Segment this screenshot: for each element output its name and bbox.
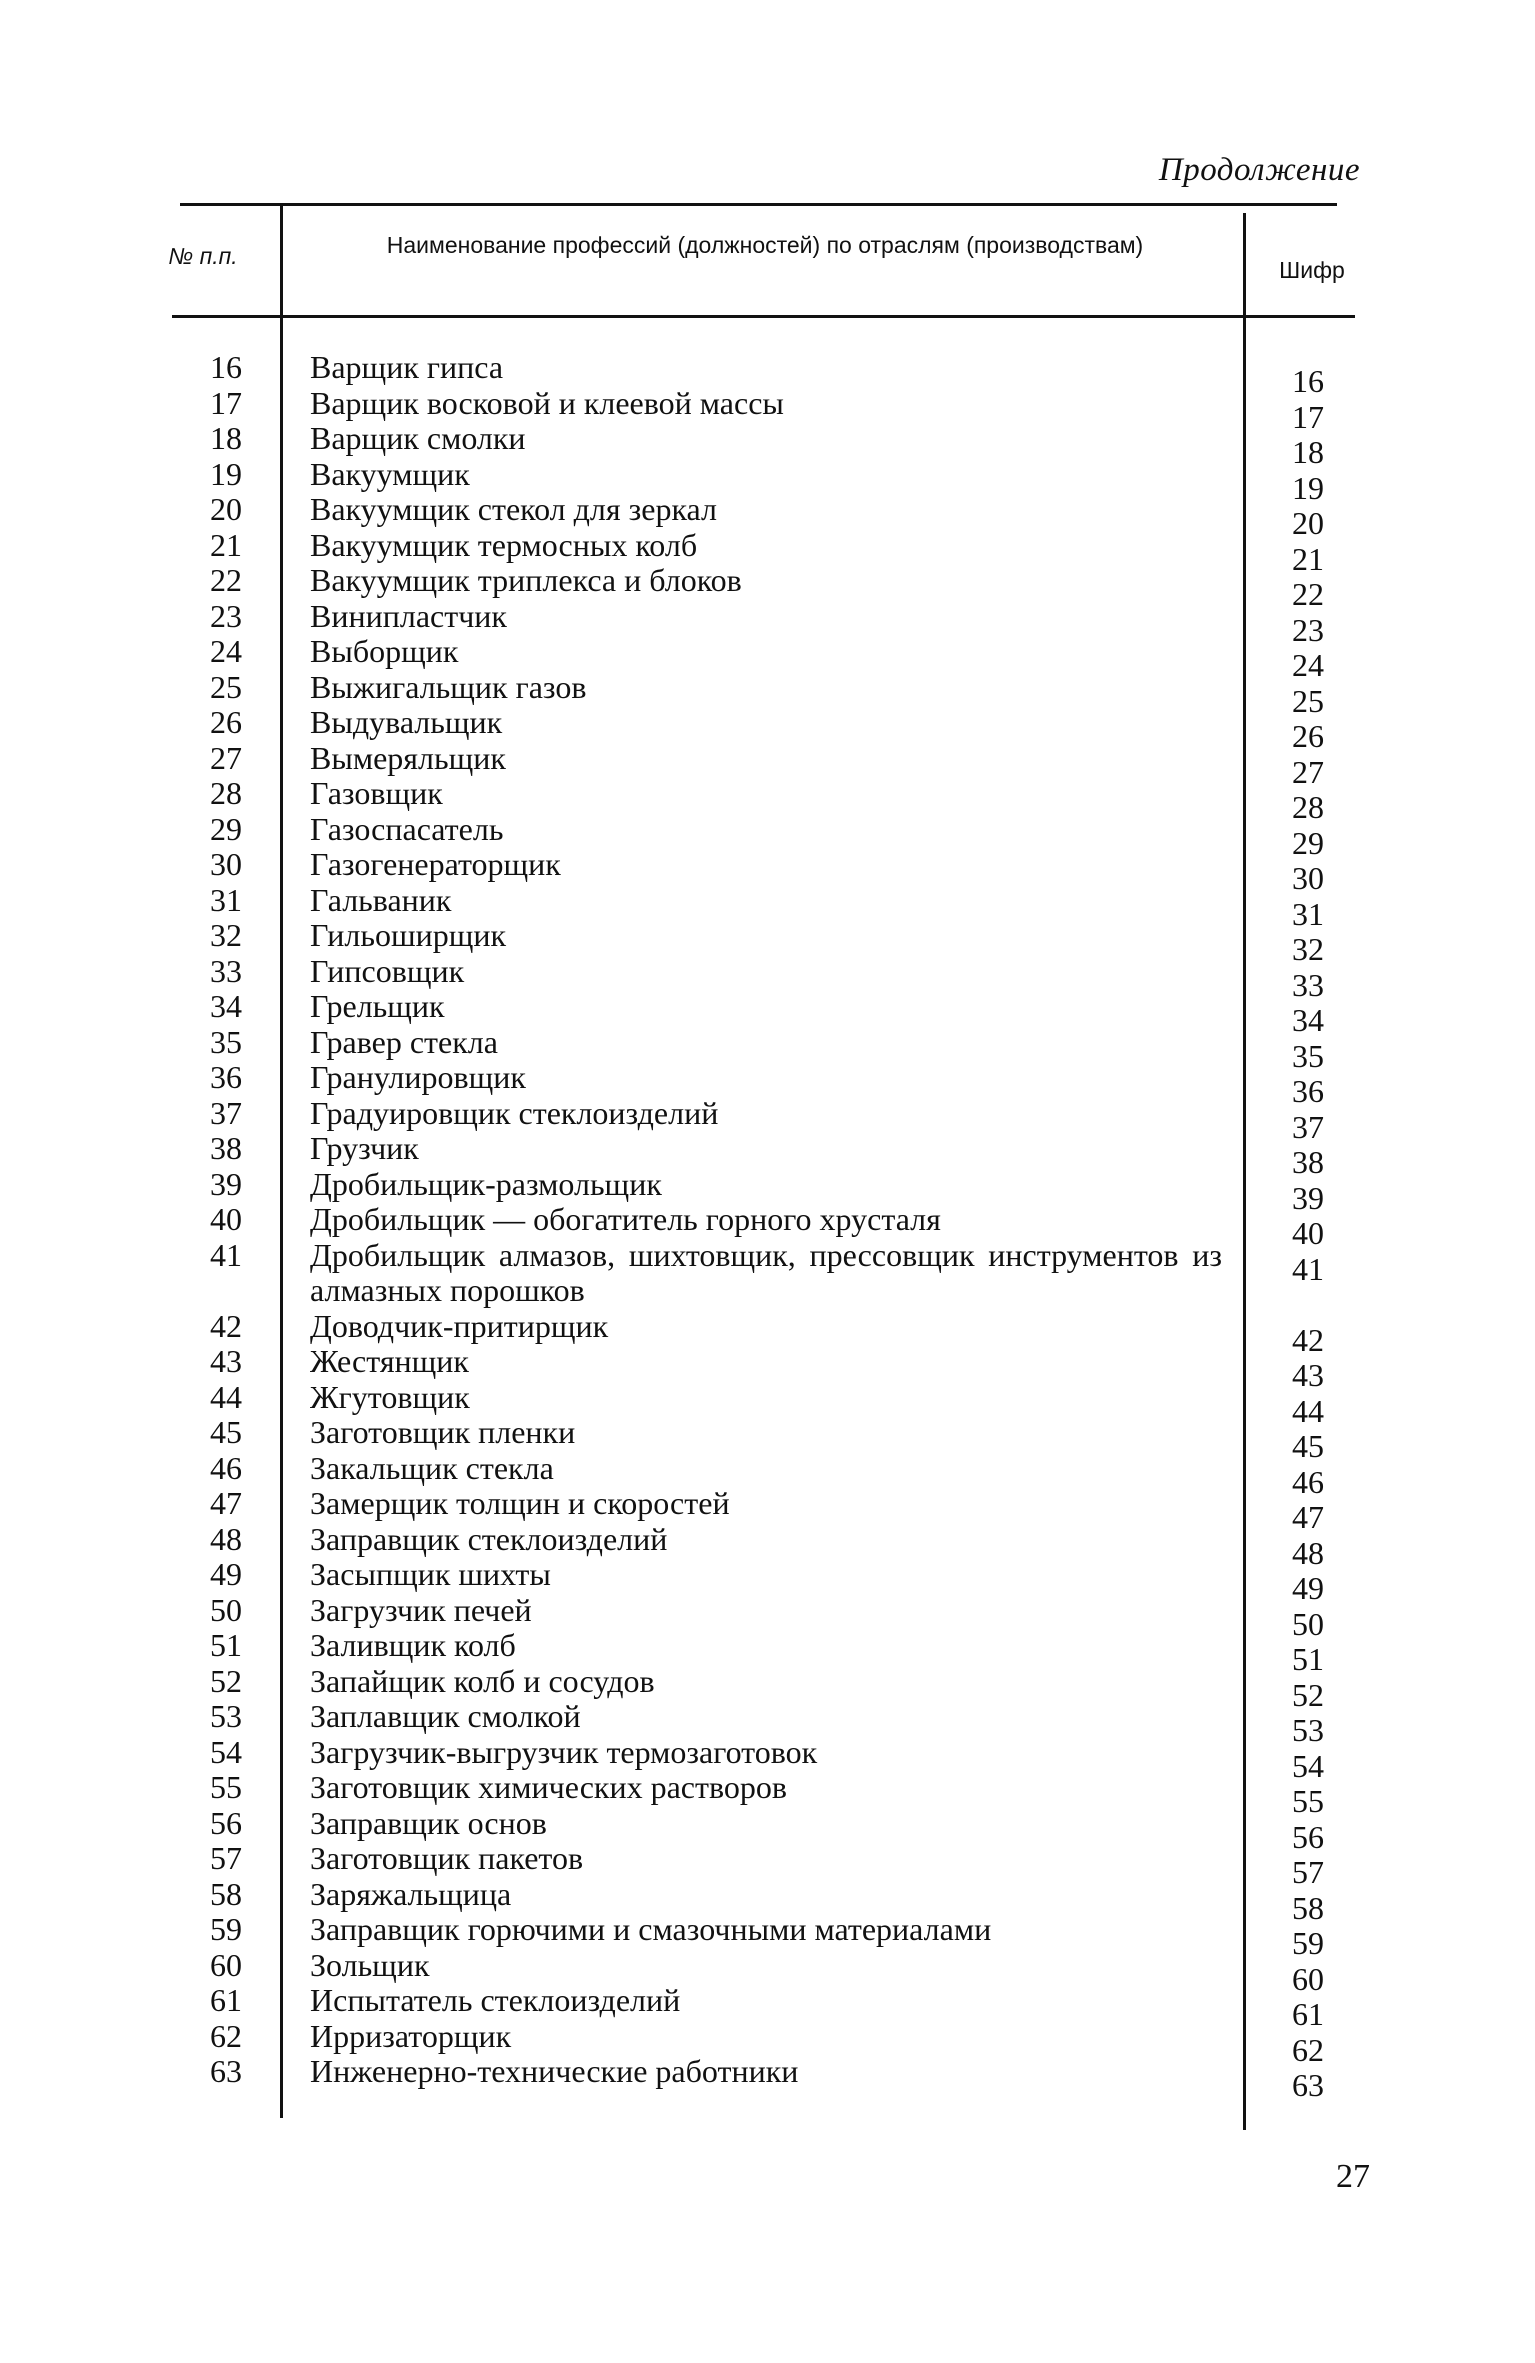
row-code: 20 bbox=[1292, 505, 1324, 541]
row-code: 37 bbox=[1292, 1108, 1324, 1145]
table-row bbox=[0, 562, 1535, 612]
row-number: 58 bbox=[210, 1875, 242, 1912]
table-row bbox=[0, 917, 1535, 967]
row-code: 57 bbox=[1292, 1854, 1324, 1890]
row-profession-name: Дробильщик — обогатитель горного хрусталя bbox=[310, 1201, 941, 1237]
table-row bbox=[0, 704, 1535, 754]
table-row bbox=[0, 1911, 1535, 1961]
table-row bbox=[0, 1485, 1535, 1535]
row-code: 42 bbox=[1292, 1321, 1324, 1358]
table-row bbox=[0, 1414, 1535, 1464]
header-profession-name: Наименование профессий (должностей) по отраслям (производствам) bbox=[386, 232, 1144, 258]
table-row bbox=[0, 1946, 1535, 1997]
row-profession-name: Жестянщик bbox=[310, 1343, 469, 1379]
row-code: 53 bbox=[1292, 1712, 1324, 1748]
table-row bbox=[0, 1238, 1535, 1309]
row-code: 46 bbox=[1292, 1463, 1324, 1500]
row-profession-name: Загрузчик-выгрузчик термозаготовок bbox=[310, 1733, 818, 1770]
row-number: 36 bbox=[210, 1059, 242, 1095]
profession-table-body bbox=[0, 349, 1535, 2103]
row-code: 23 bbox=[1292, 611, 1324, 648]
row-number: 32 bbox=[210, 917, 242, 953]
row-code: 47 bbox=[1292, 1499, 1324, 1535]
row-profession-name: Ирризаторщик bbox=[310, 2017, 512, 2054]
table-row bbox=[0, 1875, 1535, 1926]
table-row bbox=[0, 1059, 1535, 1109]
row-code: 55 bbox=[1292, 1783, 1324, 1819]
row-profession-name: Варщик гипса bbox=[310, 349, 504, 385]
row-number: 62 bbox=[210, 2017, 242, 2054]
table-row bbox=[0, 2017, 1535, 2068]
row-code: 54 bbox=[1292, 1747, 1324, 1784]
row-profession-name: Испытатель стеклоизделий bbox=[310, 1982, 681, 2018]
header-bottom-rule bbox=[172, 315, 1355, 318]
row-profession-name: Заправщик стеклоизделий bbox=[310, 1520, 668, 1557]
row-profession-name: Вакуумщик триплекса и блоков bbox=[310, 562, 742, 598]
row-number: 21 bbox=[210, 526, 242, 563]
row-profession-name: Запайщик колб и сосудов bbox=[310, 1662, 655, 1699]
row-number: 54 bbox=[210, 1733, 242, 1770]
row-profession-name: Вакуумщик термосных колб bbox=[310, 526, 698, 563]
row-profession-name: Инженерно-технические работники bbox=[310, 2053, 799, 2089]
row-profession-name: Заливщик колб bbox=[310, 1627, 516, 1663]
row-number: 47 bbox=[210, 1485, 242, 1521]
row-profession-name: Гравер стекла bbox=[310, 1023, 498, 1060]
row-code: 60 bbox=[1292, 1960, 1324, 1997]
row-code: 61 bbox=[1292, 1996, 1324, 2032]
row-code: 41 bbox=[1292, 1250, 1324, 1287]
table-row bbox=[0, 597, 1535, 648]
row-number: 25 bbox=[210, 668, 242, 705]
table-row bbox=[0, 1591, 1535, 1642]
row-code: 26 bbox=[1292, 718, 1324, 754]
row-code: 44 bbox=[1292, 1392, 1324, 1429]
row-code: 19 bbox=[1292, 469, 1324, 506]
row-code: 58 bbox=[1292, 1889, 1324, 1926]
row-number: 18 bbox=[210, 420, 242, 456]
table-row bbox=[0, 668, 1535, 719]
table-row bbox=[0, 1378, 1535, 1429]
table-row bbox=[0, 952, 1535, 1003]
row-number: 63 bbox=[210, 2053, 242, 2089]
row-profession-name: Дробильщик алмазов, шихтовщик, прессовщик инструментов из алмазных порошков bbox=[310, 1236, 1222, 1308]
row-code: 59 bbox=[1292, 1925, 1324, 1961]
row-number: 17 bbox=[210, 384, 242, 421]
table-row bbox=[0, 349, 1535, 399]
header-number: № п.п. bbox=[168, 243, 238, 269]
row-profession-name: Варщик восковой и клеевой массы bbox=[310, 384, 784, 421]
row-number: 39 bbox=[210, 1165, 242, 1202]
row-profession-name: Заряжальщица bbox=[310, 1875, 512, 1912]
table-row bbox=[0, 1201, 1535, 1251]
table-row bbox=[0, 2053, 1535, 2103]
table-row bbox=[0, 1769, 1535, 1819]
row-number: 52 bbox=[210, 1662, 242, 1699]
table-row bbox=[0, 1662, 1535, 1713]
table-row bbox=[0, 1343, 1535, 1393]
row-code: 21 bbox=[1292, 540, 1324, 577]
row-profession-name: Гранулировщик bbox=[310, 1059, 526, 1095]
row-number: 42 bbox=[210, 1307, 242, 1344]
row-number: 22 bbox=[210, 562, 242, 598]
table-row bbox=[0, 526, 1535, 577]
row-number: 29 bbox=[210, 810, 242, 847]
row-code: 25 bbox=[1292, 682, 1324, 719]
row-number: 23 bbox=[210, 597, 242, 634]
table-row bbox=[0, 1449, 1535, 1500]
row-number: 44 bbox=[210, 1378, 242, 1415]
page-number: 27 bbox=[1336, 2158, 1370, 2195]
row-profession-name: Грузчик bbox=[310, 1130, 419, 1166]
row-code: 28 bbox=[1292, 789, 1324, 825]
row-number: 61 bbox=[210, 1982, 242, 2018]
row-number: 28 bbox=[210, 775, 242, 811]
row-profession-name: Газогенераторщик bbox=[310, 846, 561, 882]
row-number: 16 bbox=[210, 349, 242, 385]
row-number: 45 bbox=[210, 1414, 242, 1450]
row-profession-name: Жгутовщик bbox=[310, 1378, 470, 1415]
row-code: 35 bbox=[1292, 1037, 1324, 1074]
row-code: 34 bbox=[1292, 1002, 1324, 1038]
row-profession-name: Заплавщик смолкой bbox=[310, 1698, 581, 1734]
row-number: 37 bbox=[210, 1094, 242, 1131]
row-code: 45 bbox=[1292, 1428, 1324, 1464]
row-code: 40 bbox=[1292, 1215, 1324, 1251]
table-row bbox=[0, 1698, 1535, 1748]
table-row bbox=[0, 384, 1535, 435]
header-code: Шифр bbox=[1279, 257, 1345, 283]
row-number: 53 bbox=[210, 1698, 242, 1734]
row-profession-name: Газовщик bbox=[310, 775, 443, 811]
row-profession-name: Выборщик bbox=[310, 633, 459, 669]
table-row bbox=[0, 455, 1535, 506]
row-number: 56 bbox=[210, 1804, 242, 1841]
row-number: 19 bbox=[210, 455, 242, 492]
row-code: 16 bbox=[1292, 363, 1324, 399]
row-profession-name: Вымеряльщик bbox=[310, 739, 506, 776]
row-code: 36 bbox=[1292, 1073, 1324, 1109]
table-row bbox=[0, 988, 1535, 1038]
row-number: 34 bbox=[210, 988, 242, 1024]
row-number: 30 bbox=[210, 846, 242, 882]
table-row bbox=[0, 1094, 1535, 1145]
table-row bbox=[0, 881, 1535, 932]
row-number: 55 bbox=[210, 1769, 242, 1805]
row-profession-name: Доводчик-притирщик bbox=[310, 1307, 609, 1344]
row-code: 49 bbox=[1292, 1570, 1324, 1606]
row-code: 50 bbox=[1292, 1605, 1324, 1642]
row-number: 48 bbox=[210, 1520, 242, 1557]
row-profession-name: Заправщик основ bbox=[310, 1804, 547, 1841]
continuation-label: Продолжение bbox=[1158, 152, 1360, 188]
row-profession-name: Газоспасатель bbox=[310, 810, 504, 847]
row-code: 56 bbox=[1292, 1818, 1324, 1855]
row-profession-name: Гипсовщик bbox=[310, 952, 465, 989]
row-profession-name: Заготовщик химических растворов bbox=[310, 1769, 787, 1805]
row-profession-name: Засыпщик шихты bbox=[310, 1556, 551, 1592]
table-row bbox=[0, 1307, 1535, 1358]
row-number: 27 bbox=[210, 739, 242, 776]
row-profession-name: Варщик смолки bbox=[310, 420, 526, 456]
row-code: 29 bbox=[1292, 824, 1324, 861]
table-row bbox=[0, 633, 1535, 683]
table-row bbox=[0, 846, 1535, 896]
row-code: 24 bbox=[1292, 647, 1324, 683]
table-row bbox=[0, 1165, 1535, 1216]
row-number: 26 bbox=[210, 704, 242, 740]
row-number: 60 bbox=[210, 1946, 242, 1983]
row-code: 31 bbox=[1292, 895, 1324, 932]
row-number: 43 bbox=[210, 1343, 242, 1379]
table-row bbox=[0, 739, 1535, 790]
row-number: 49 bbox=[210, 1556, 242, 1592]
row-profession-name: Гальваник bbox=[310, 881, 452, 918]
table-row bbox=[0, 1023, 1535, 1074]
row-profession-name: Загрузчик печей bbox=[310, 1591, 532, 1628]
row-code: 48 bbox=[1292, 1534, 1324, 1571]
row-profession-name: Вакуумщик bbox=[310, 455, 470, 492]
row-profession-name: Выжигальщик газов bbox=[310, 668, 587, 705]
row-number: 59 bbox=[210, 1911, 242, 1947]
row-profession-name: Заготовщик пленки bbox=[310, 1414, 576, 1450]
row-profession-name: Замерщик толщин и скоростей bbox=[310, 1485, 730, 1521]
row-number: 24 bbox=[210, 633, 242, 669]
row-code: 17 bbox=[1292, 398, 1324, 435]
row-code: 39 bbox=[1292, 1179, 1324, 1216]
table-row bbox=[0, 1556, 1535, 1606]
row-number: 51 bbox=[210, 1627, 242, 1663]
row-profession-name: Дробильщик-размольщик bbox=[310, 1165, 662, 1202]
row-code: 33 bbox=[1292, 966, 1324, 1003]
row-profession-name: Грельщик bbox=[310, 988, 445, 1024]
row-number: 50 bbox=[210, 1591, 242, 1628]
row-number: 20 bbox=[210, 491, 242, 527]
row-code: 43 bbox=[1292, 1357, 1324, 1393]
row-code: 32 bbox=[1292, 931, 1324, 967]
table-row bbox=[0, 1804, 1535, 1855]
row-code: 27 bbox=[1292, 753, 1324, 790]
table-top-rule bbox=[180, 203, 1337, 206]
row-profession-name: Гильоширщик bbox=[310, 917, 507, 953]
row-number: 46 bbox=[210, 1449, 242, 1486]
table-row bbox=[0, 775, 1535, 825]
row-number: 33 bbox=[210, 952, 242, 989]
row-code: 22 bbox=[1292, 576, 1324, 612]
row-code: 30 bbox=[1292, 860, 1324, 896]
row-profession-name: Градуировщик стеклоизделий bbox=[310, 1094, 719, 1131]
row-number: 35 bbox=[210, 1023, 242, 1060]
row-profession-name: Заправщик горючими и смазочными материалами bbox=[310, 1911, 992, 1947]
row-number: 38 bbox=[210, 1130, 242, 1166]
table-row bbox=[0, 1627, 1535, 1677]
row-profession-name: Выдувальщик bbox=[310, 704, 503, 740]
row-code: 18 bbox=[1292, 434, 1324, 470]
row-code: 38 bbox=[1292, 1144, 1324, 1180]
row-number: 31 bbox=[210, 881, 242, 918]
row-profession-name: Зольщик bbox=[310, 1946, 430, 1983]
table-row bbox=[0, 491, 1535, 541]
row-code: 63 bbox=[1292, 2067, 1324, 2103]
row-code: 52 bbox=[1292, 1676, 1324, 1713]
row-code: 51 bbox=[1292, 1641, 1324, 1677]
table-row bbox=[0, 1130, 1535, 1180]
row-profession-name: Закальщик стекла bbox=[310, 1449, 554, 1486]
row-code: 62 bbox=[1292, 2031, 1324, 2068]
row-number: 41 bbox=[210, 1236, 242, 1273]
table-row bbox=[0, 420, 1535, 470]
row-number: 57 bbox=[210, 1840, 242, 1876]
row-profession-name: Вакуумщик стекол для зеркал bbox=[310, 491, 717, 527]
row-profession-name: Заготовщик пакетов bbox=[310, 1840, 584, 1876]
table-row bbox=[0, 1982, 1535, 2032]
table-row bbox=[0, 1840, 1535, 1890]
table-row bbox=[0, 810, 1535, 861]
row-profession-name: Винипластчик bbox=[310, 597, 507, 634]
table-row bbox=[0, 1733, 1535, 1784]
table-row bbox=[0, 1520, 1535, 1571]
row-number: 40 bbox=[210, 1201, 242, 1237]
